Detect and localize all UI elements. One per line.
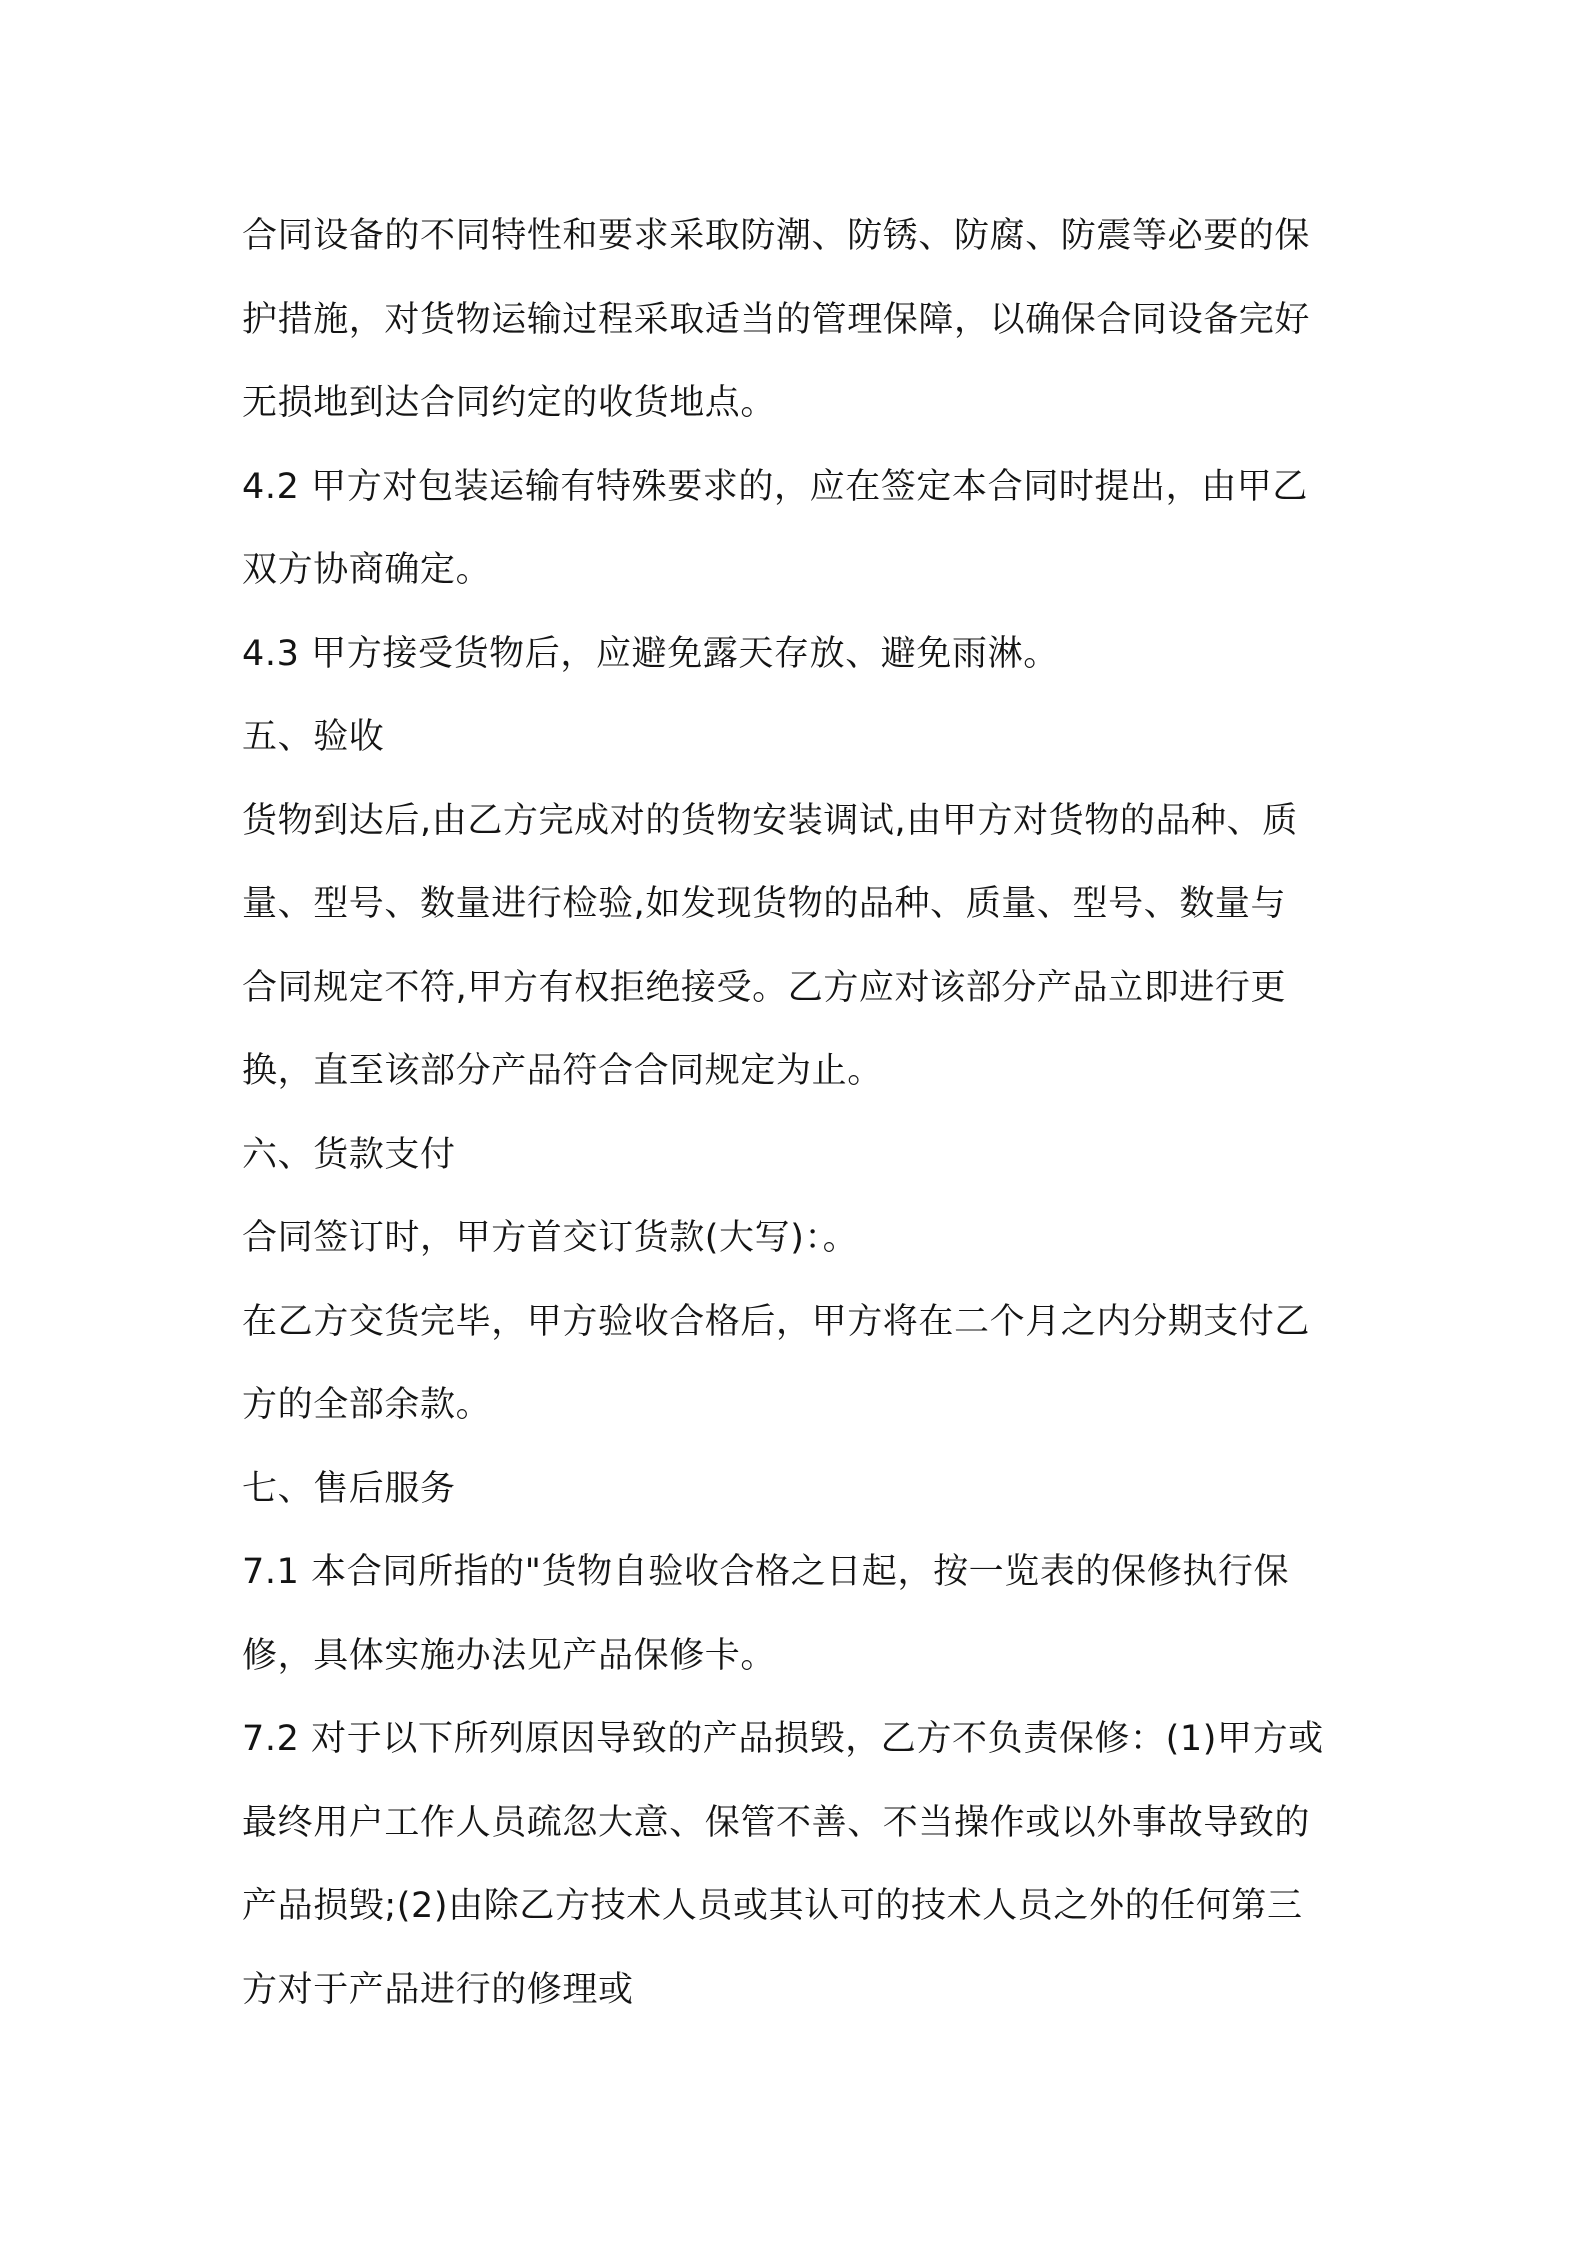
text-line: 合同签订时，甲方首交订货款(大写)：。 [242,1218,859,1258]
text-line: 最终用户工作人员疏忽大意、保管不善、不当操作或以外事故导致的 [242,1802,1311,1843]
clause-4-2: 4.2 甲方对包装运输有特殊要求的，应在签定本合同时提出，由甲乙 [242,466,1308,507]
text-line: 货物到达后,由乙方完成对的货物安装调试,由甲方对货物的品种、质 [242,800,1298,841]
document-body [242,195,1362,2032]
clause-7-1: 7.1 本合同所指的"货物自验收合格之日起，按一览表的保修执行保 [242,1552,1290,1592]
section-heading-after-sales: 七、售后服务 [242,1468,456,1509]
text-line: 合同设备的不同特性和要求采取防潮、防锈、防腐、防震等必要的保 [242,216,1311,256]
text-line: 方对于产品进行的修理或 [242,1969,634,2010]
text-line: 在乙方交货完毕，甲方验收合格后，甲方将在二个月之内分期支付乙 [242,1301,1311,1342]
text-line: 护措施，对货物运输过程采取适当的管理保障，以确保合同设备完好 [242,299,1311,340]
section-heading-payment: 六、货款支付 [242,1134,456,1175]
text-line: 合同规定不符,甲方有权拒绝接受。乙方应对该部分产品立即进行更 [242,967,1287,1008]
clause-4-3: 4.3 甲方接受货物后，应避免露天存放、避免雨淋。 [242,633,1059,674]
text-line: 双方协商确定。 [242,550,492,590]
text-line: 产品损毁;(2)由除乙方技术人员或其认可的技术人员之外的任何第三 [242,1886,1303,1926]
text-line: 方的全部余款。 [242,1385,492,1425]
text-line: 换，直至该部分产品符合合同规定为止。 [242,1051,883,1091]
text-line: 量、型号、数量进行检验,如发现货物的品种、质量、型号、数量与 [242,884,1287,924]
text-line: 无损地到达合同约定的收货地点。 [242,383,777,423]
clause-7-2: 7.2 对于以下所列原因导致的产品损毁，乙方不负责保修：(1)甲方或 [242,1719,1324,1759]
text-line: 修，具体实施办法见产品保修卡。 [242,1635,777,1676]
section-heading-acceptance: 五、验收 [242,717,385,757]
